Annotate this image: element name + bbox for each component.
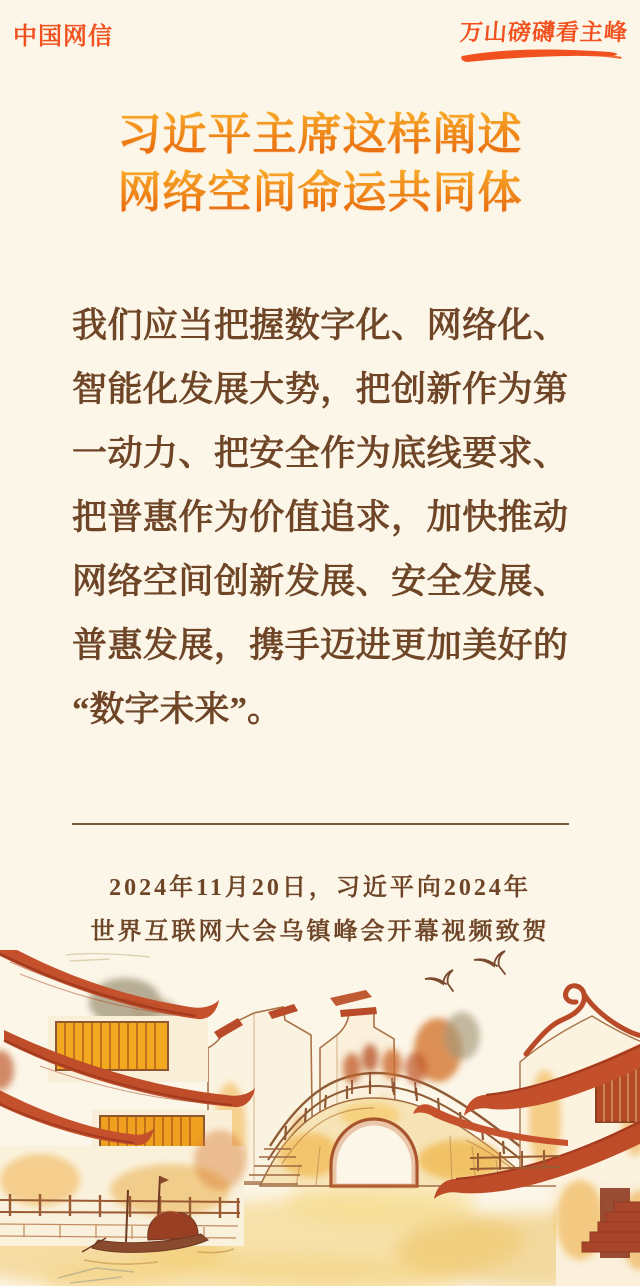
swallow-icons [425, 951, 505, 991]
page-title [0, 106, 640, 222]
quote-line: 把普惠作为价值追求，加快推动 [72, 498, 568, 537]
brush-stroke-icon [460, 48, 623, 64]
quote-line: 网络空间创新发展、安全发展、 [72, 562, 568, 601]
quote-line: 我们应当把握数字化、网络化、 [72, 306, 568, 345]
divider-rule [72, 823, 569, 825]
caption-line-1: 2024年11月20日，习近平向2024年 [109, 875, 531, 901]
quote-body [72, 294, 568, 742]
title-line-2: 网络空间命运共同体 [118, 164, 523, 222]
quote-line: 智能化发展大势，把创新作为第 [72, 370, 568, 409]
caption-line-2: 世界互联网大会乌镇峰会开幕视频致贺 [90, 919, 550, 945]
watercolor-watertown-illustration [0, 950, 640, 1286]
campaign-slogan-text: 万山磅礴看主峰 [458, 19, 629, 45]
signature-scribble [66, 954, 150, 961]
brand-logo: 中国网信 [13, 23, 113, 50]
title-line-1: 习近平主席这样阐述 [118, 106, 523, 164]
source-caption [0, 866, 640, 954]
campaign-slogan [460, 14, 628, 64]
header [0, 14, 640, 70]
quote-line: “数字未来”。 [72, 690, 283, 729]
quote-line: 一动力、把安全作为底线要求、 [72, 434, 568, 473]
quote-line: 普惠发展，携手迈进更加美好的 [72, 626, 568, 665]
